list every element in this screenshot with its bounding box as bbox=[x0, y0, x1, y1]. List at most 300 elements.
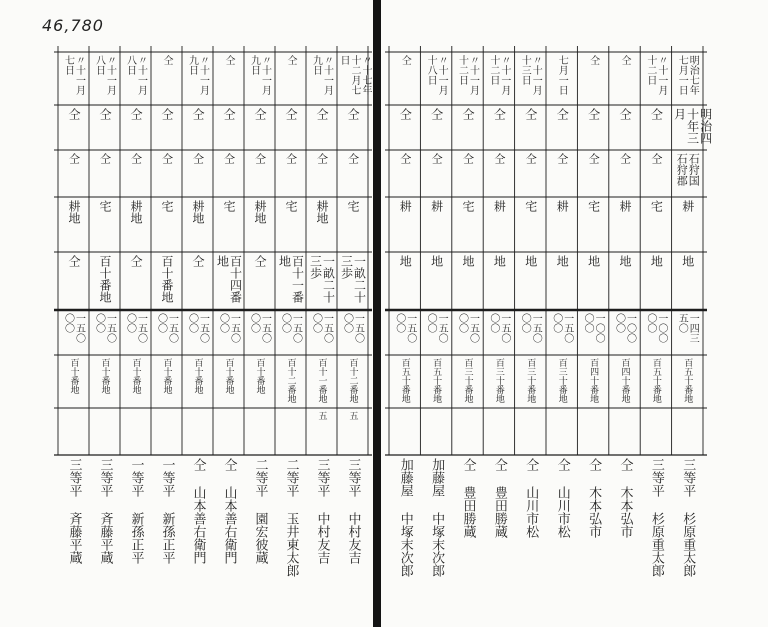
ledger-cell bbox=[421, 153, 450, 194]
ledger-cell bbox=[152, 153, 181, 194]
ledger-cell-text: 耕 bbox=[429, 200, 444, 212]
ledger-cell bbox=[276, 55, 305, 102]
ledger-cell-text: 〃十一月十二日 bbox=[644, 55, 667, 95]
ledger-cell bbox=[59, 153, 88, 194]
ledger-cell-text: 仝 豊田勝蔵 bbox=[460, 458, 476, 538]
ledger-cell-text: 二等平 園宏彼蔵 bbox=[252, 458, 268, 564]
ledger-cell-text: 明治四十年三月 bbox=[672, 108, 713, 144]
ledger-cell bbox=[214, 55, 243, 102]
ledger-cell bbox=[673, 358, 702, 405]
ledger-cell-text: 仝 bbox=[284, 108, 298, 120]
ledger-cell-text: 一五〇〇〇 bbox=[279, 313, 302, 343]
ledger-cell-text: 仝 bbox=[460, 108, 475, 120]
ledger-cell-text: 仝 bbox=[398, 153, 412, 164]
ledger-cell bbox=[307, 153, 336, 194]
ledger-cell-text: 宅 bbox=[460, 200, 475, 212]
ledger-cell-text: 百五十番地 bbox=[431, 358, 442, 403]
ledger-cell bbox=[152, 108, 181, 147]
ledger-cell bbox=[276, 200, 305, 249]
ledger-cell bbox=[421, 313, 450, 352]
ledger-cell bbox=[453, 108, 482, 147]
ledger-cell bbox=[121, 313, 150, 352]
ledger-cell bbox=[610, 153, 639, 194]
ledger-cell-text: 一五〇〇〇 bbox=[393, 313, 416, 343]
ledger-cell bbox=[307, 255, 336, 307]
ledger-cell bbox=[214, 108, 243, 147]
ledger-cell bbox=[59, 458, 88, 597]
ledger-cell bbox=[90, 255, 119, 307]
ledger-cell bbox=[672, 108, 713, 147]
ledger-cell-text: 百十番地 bbox=[223, 358, 234, 394]
ledger-cell bbox=[338, 411, 367, 452]
ledger-cell bbox=[578, 255, 607, 307]
ledger-cell bbox=[338, 153, 367, 194]
ledger-cell-text: 地 bbox=[617, 255, 632, 267]
ledger-cell bbox=[338, 255, 367, 307]
ledger-cell bbox=[516, 55, 545, 102]
ledger-cell bbox=[390, 55, 419, 102]
ledger-cell bbox=[183, 200, 212, 249]
ledger-cell bbox=[547, 255, 576, 307]
ledger-cell-text: 仝 bbox=[461, 153, 475, 164]
ledger-cell-text: 〃十一月七日 bbox=[62, 55, 85, 95]
ledger-cell bbox=[245, 458, 274, 597]
ledger-cell bbox=[121, 458, 150, 597]
ledger-cell bbox=[610, 108, 639, 147]
ledger-cell-text: 仝 bbox=[315, 153, 329, 164]
ledger-cell bbox=[59, 358, 88, 405]
ledger-cell-text: 耕地 bbox=[67, 200, 81, 224]
ledger-cell-text: 百四十番地 bbox=[588, 358, 599, 403]
ledger-cell-text: 宅 bbox=[649, 200, 664, 212]
ledger-cell bbox=[214, 200, 243, 249]
ledger-cell bbox=[547, 358, 576, 405]
ledger-cell-text: 耕 bbox=[398, 200, 413, 212]
ledger-cell-text: 三等平 杉原重太郎 bbox=[648, 458, 664, 577]
right-ledger-table bbox=[381, 0, 768, 627]
ledger-cell-text: 百十番地 bbox=[254, 358, 265, 394]
ledger-cell-text: 一五〇〇〇 bbox=[519, 313, 542, 343]
ledger-cell-text: 仝 bbox=[98, 153, 112, 164]
left-page bbox=[0, 0, 376, 627]
ledger-cell-text: 百十番地 bbox=[98, 255, 112, 303]
book-gutter bbox=[373, 0, 381, 627]
ledger-cell-text: 百十四番地 bbox=[215, 255, 243, 303]
ledger-cell-text: 加藤屋 中塚末次郎 bbox=[429, 458, 445, 577]
ledger-cell-text: 加藤屋 中塚末次郎 bbox=[397, 458, 413, 577]
ledger-cell-text: 地 bbox=[649, 255, 664, 267]
ledger-cell-text: 仝 bbox=[223, 55, 234, 65]
ledger-cell-text: 七月一日 bbox=[556, 55, 568, 95]
ledger-cell bbox=[276, 458, 305, 597]
ledger-cell bbox=[453, 55, 482, 102]
ledger-cell-text: 二等平 玉井東太郎 bbox=[283, 458, 299, 577]
ledger-cell bbox=[547, 313, 576, 352]
ledger-cell-text: 一五〇〇〇 bbox=[341, 313, 364, 343]
ledger-cell bbox=[610, 255, 639, 307]
ledger-cell-text: 仝 bbox=[222, 153, 236, 164]
ledger-cell bbox=[673, 255, 702, 307]
ledger-cell bbox=[390, 255, 419, 307]
ledger-cell-text: 宅 bbox=[160, 200, 174, 212]
ledger-cell bbox=[121, 200, 150, 249]
ledger-cell-text: 仝 山本善右衛門 bbox=[221, 458, 237, 564]
ledger-cell bbox=[421, 358, 450, 405]
ledger-cell bbox=[390, 313, 419, 352]
ledger-cell bbox=[453, 200, 482, 249]
ledger-cell bbox=[453, 153, 482, 194]
ledger-cell-text: 仝 bbox=[67, 108, 81, 120]
ledger-cell-text: 一五〇〇〇 bbox=[487, 313, 510, 343]
ledger-cell-text: 仝 bbox=[587, 55, 599, 65]
ledger-cell-text: 仝 bbox=[98, 108, 112, 120]
ledger-cell-text: 耕地 bbox=[129, 200, 143, 224]
ledger-cell-text: 地 bbox=[586, 255, 601, 267]
ledger-cell bbox=[183, 153, 212, 194]
ledger-cell bbox=[121, 153, 150, 194]
ledger-cell bbox=[90, 358, 119, 405]
ledger-cell bbox=[152, 200, 181, 249]
ledger-cell bbox=[673, 200, 702, 249]
ledger-cell bbox=[338, 358, 367, 405]
ledger-cell-text: 五 bbox=[316, 411, 327, 420]
ledger-cell-text: 耕地 bbox=[253, 200, 267, 224]
ledger-cell-text: 仝 bbox=[346, 153, 360, 164]
ledger-cell-text: 百十二番地 bbox=[285, 358, 296, 403]
ledger-cell-text: 仝 bbox=[618, 55, 630, 65]
ledger-cell-text: 仝 bbox=[315, 108, 329, 120]
ledger-cell-text: 仝 bbox=[129, 255, 143, 267]
ledger-cell-text: 百十一番地 bbox=[277, 255, 305, 303]
ledger-cell-text: 三等平 斉藤平蔵 bbox=[66, 458, 82, 564]
ledger-cell bbox=[59, 255, 88, 307]
ledger-cell-text: 百五十番地 bbox=[399, 358, 410, 403]
ledger-cell bbox=[390, 108, 419, 147]
ledger-cell bbox=[673, 458, 702, 597]
ledger-cell bbox=[276, 313, 305, 352]
ledger-cell-text: 一五〇〇〇 bbox=[248, 313, 271, 343]
ledger-cell bbox=[152, 358, 181, 405]
ledger-cell-text: 仝 bbox=[160, 153, 174, 164]
ledger-cell bbox=[641, 153, 670, 194]
ledger-cell bbox=[516, 313, 545, 352]
ledger-cell-text: 〃十一月八日 bbox=[93, 55, 116, 95]
ledger-cell bbox=[578, 313, 607, 352]
ledger-cell bbox=[152, 55, 181, 102]
ledger-cell-text: 一五〇〇〇 bbox=[93, 313, 116, 343]
ledger-cell-text: 百十番地 bbox=[161, 358, 172, 394]
ledger-cell-text: 一五〇〇〇 bbox=[456, 313, 479, 343]
ledger-cell bbox=[578, 200, 607, 249]
ledger-cell-text: 一五〇〇〇 bbox=[155, 313, 178, 343]
ledger-cell bbox=[610, 200, 639, 249]
ledger-cell bbox=[307, 411, 336, 452]
ledger-cell bbox=[307, 458, 336, 597]
ledger-cell-text: 仝 豊田勝蔵 bbox=[491, 458, 507, 538]
ledger-cell-text: 一〇〇〇〇 bbox=[644, 313, 667, 343]
ledger-cell bbox=[453, 255, 482, 307]
ledger-cell-text: 一五〇〇〇 bbox=[550, 313, 573, 343]
ledger-cell-text: 宅 bbox=[222, 200, 236, 212]
right-page bbox=[381, 0, 768, 627]
ledger-cell-text: 〃十一月十二日 bbox=[456, 55, 479, 95]
ledger-cell-text: 五 bbox=[347, 411, 358, 420]
ledger-cell-text: 仝 bbox=[523, 108, 538, 120]
ledger-cell-text: 仝 bbox=[618, 153, 632, 164]
ledger-cell-text: 仝 bbox=[649, 153, 663, 164]
ledger-cell-text: 百四十番地 bbox=[619, 358, 630, 403]
ledger-cell bbox=[453, 358, 482, 405]
ledger-cell bbox=[245, 108, 274, 147]
ledger-cell-text: 耕 bbox=[617, 200, 632, 212]
ledger-cell-text: 宅 bbox=[586, 200, 601, 212]
folio-number: 46,780 bbox=[42, 16, 104, 35]
ledger-cell bbox=[516, 458, 545, 597]
ledger-cell bbox=[421, 458, 450, 597]
ledger-cell bbox=[307, 200, 336, 249]
ledger-cell-text: 仝 bbox=[617, 108, 632, 120]
ledger-cell bbox=[307, 108, 336, 147]
ledger-cell bbox=[245, 358, 274, 405]
ledger-cell bbox=[152, 458, 181, 597]
ledger-cell-text: 耕地 bbox=[191, 200, 205, 224]
ledger-cell bbox=[547, 200, 576, 249]
ledger-cell-text: 宅 bbox=[98, 200, 112, 212]
ledger-cell bbox=[245, 313, 274, 352]
ledger-cell-text: 一五〇〇〇 bbox=[217, 313, 240, 343]
ledger-cell-text: 仝 bbox=[253, 153, 267, 164]
ledger-cell bbox=[59, 200, 88, 249]
ledger-cell-text: 耕 bbox=[680, 200, 695, 212]
ledger-cell-text: 〃十七年十二月七日 bbox=[338, 55, 371, 95]
ledger-cell bbox=[390, 458, 419, 597]
ledger-cell bbox=[121, 255, 150, 307]
ledger-cell bbox=[578, 153, 607, 194]
ledger-cell bbox=[307, 313, 336, 352]
ledger-cell-text: 仝 木本弘市 bbox=[586, 458, 602, 538]
ledger-cell-text: 百十二番地 bbox=[347, 358, 358, 403]
ledger-cell-text: 仝 bbox=[492, 108, 507, 120]
ledger-cell bbox=[214, 153, 243, 194]
ledger-cell-text: 仝 bbox=[587, 153, 601, 164]
ledger-cell bbox=[610, 458, 639, 597]
ledger-cell bbox=[484, 313, 513, 352]
ledger-cell-text: 一等平 新孫正平 bbox=[159, 458, 175, 564]
ledger-cell-text: 石狩国石狩郡 bbox=[675, 153, 701, 186]
ledger-cell-text: 地 bbox=[398, 255, 413, 267]
ledger-cell-text: 仝 bbox=[160, 108, 174, 120]
ledger-cell-text: 仝 bbox=[67, 153, 81, 164]
ledger-cell bbox=[421, 55, 450, 102]
ledger-cell bbox=[214, 313, 243, 352]
ledger-cell-text: 〃十一月八日 bbox=[124, 55, 147, 95]
ledger-cell bbox=[421, 255, 450, 307]
ledger-cell-text: 〃十一月十二日 bbox=[487, 55, 510, 95]
ledger-cell bbox=[641, 255, 670, 307]
ledger-cell-text: 仝 bbox=[253, 108, 267, 120]
ledger-cell bbox=[421, 108, 450, 147]
ledger-cell bbox=[183, 358, 212, 405]
ledger-cell-text: 地 bbox=[523, 255, 538, 267]
ledger-cell bbox=[547, 108, 576, 147]
ledger-cell-text: 仝 bbox=[191, 153, 205, 164]
ledger-cell-text: 百十番地 bbox=[130, 358, 141, 394]
ledger-cell-text: 〃十一月十八日 bbox=[425, 55, 448, 95]
ledger-cell-text: 地 bbox=[460, 255, 475, 267]
ledger-cell bbox=[183, 55, 212, 102]
ledger-cell-text: 耕 bbox=[555, 200, 570, 212]
ledger-cell bbox=[183, 313, 212, 352]
ledger-cell bbox=[121, 358, 150, 405]
ledger-cell bbox=[276, 153, 305, 194]
ledger-cell-text: 百十番地 bbox=[160, 255, 174, 303]
ledger-cell bbox=[90, 153, 119, 194]
ledger-cell-text: 仝 bbox=[191, 255, 205, 267]
ledger-cell bbox=[59, 55, 88, 102]
ledger-cell bbox=[121, 55, 150, 102]
ledger-cell-text: 三等平 中村友吉 bbox=[314, 458, 330, 564]
ledger-cell-text: 一五〇〇〇 bbox=[186, 313, 209, 343]
ledger-cell bbox=[390, 200, 419, 249]
ledger-cell bbox=[276, 108, 305, 147]
ledger-cell-text: 宅 bbox=[346, 200, 360, 212]
ledger-cell bbox=[453, 313, 482, 352]
ledger-cell bbox=[245, 255, 274, 307]
ledger-cell-text: 仝 bbox=[398, 108, 413, 120]
ledger-cell bbox=[673, 153, 702, 194]
ledger-cell bbox=[641, 313, 670, 352]
ledger-cell bbox=[641, 358, 670, 405]
ledger-cell bbox=[90, 458, 119, 597]
ledger-cell-text: 一五〇〇〇 bbox=[310, 313, 333, 343]
ledger-cell bbox=[547, 153, 576, 194]
ledger-cell bbox=[484, 458, 513, 597]
ledger-cell bbox=[90, 55, 119, 102]
ledger-cell bbox=[338, 108, 367, 147]
ledger-cell-text: 百三十番地 bbox=[462, 358, 473, 403]
ledger-cell bbox=[610, 358, 639, 405]
ledger-cell-text: 宅 bbox=[284, 200, 298, 212]
ledger-cell-text: 仝 bbox=[129, 108, 143, 120]
ledger-cell-text: 百三十番地 bbox=[493, 358, 504, 403]
ledger-cell-text: 仝 山川市松 bbox=[554, 458, 570, 538]
ledger-cell-text: 仝 bbox=[649, 108, 664, 120]
ledger-cell-text: 百三十番地 bbox=[525, 358, 536, 403]
ledger-cell-text: 百十番地 bbox=[99, 358, 110, 394]
ledger-cell bbox=[547, 55, 576, 102]
ledger-cell-text: 一四三五〇 bbox=[676, 313, 699, 343]
ledger-cell bbox=[245, 153, 274, 194]
ledger-cell-text: 仝 bbox=[67, 255, 81, 267]
ledger-cell bbox=[276, 255, 305, 307]
ledger-cell-text: 百五十番地 bbox=[682, 358, 693, 403]
ledger-cell-text: 〃十一月九日 bbox=[248, 55, 271, 95]
ledger-cell bbox=[245, 200, 274, 249]
ledger-cell-text: 仝 bbox=[492, 153, 506, 164]
ledger-cell-text: 〃十一月九日 bbox=[310, 55, 333, 95]
ledger-cell bbox=[641, 200, 670, 249]
ledger-cell bbox=[547, 458, 576, 597]
ledger-cell-text: 耕地 bbox=[315, 200, 329, 224]
ledger-cell-text: 三等平 中村友吉 bbox=[345, 458, 361, 564]
ledger-cell bbox=[484, 358, 513, 405]
ledger-cell bbox=[90, 108, 119, 147]
ledger-cell bbox=[673, 55, 702, 102]
ledger-cell-text: 百十番地 bbox=[68, 358, 79, 394]
ledger-cell-text: 一五〇〇〇 bbox=[124, 313, 147, 343]
ledger-cell-text: 仝 bbox=[253, 255, 267, 267]
ledger-cell bbox=[183, 108, 212, 147]
ledger-cell bbox=[214, 358, 243, 405]
ledger-cell bbox=[578, 108, 607, 147]
ledger-cell bbox=[641, 55, 670, 102]
ledger-cell bbox=[338, 55, 371, 102]
ledger-cell bbox=[484, 255, 513, 307]
ledger-cell-text: 地 bbox=[680, 255, 695, 267]
ledger-cell-text: 百十番地 bbox=[192, 358, 203, 394]
ledger-cell bbox=[338, 458, 367, 597]
ledger-cell bbox=[276, 358, 305, 405]
ledger-cell-text: 一〇〇〇〇 bbox=[613, 313, 636, 343]
ledger-cell bbox=[390, 153, 419, 194]
ledger-cell bbox=[421, 200, 450, 249]
ledger-cell-text: 仝 bbox=[129, 153, 143, 164]
ledger-cell-text: 一〇〇〇〇 bbox=[582, 313, 605, 343]
ledger-cell bbox=[183, 255, 212, 307]
ledger-cell-text: 仝 bbox=[586, 108, 601, 120]
ledger-cell bbox=[516, 200, 545, 249]
ledger-cell-text: 一畝二十三歩 bbox=[339, 255, 367, 303]
ledger-cell bbox=[578, 358, 607, 405]
ledger-cell-text: 仝 bbox=[430, 153, 444, 164]
ledger-cell-text: 仝 bbox=[429, 108, 444, 120]
ledger-cell-text: 仝 bbox=[161, 55, 172, 65]
ledger-cell bbox=[390, 358, 419, 405]
ledger-cell-text: 仝 bbox=[555, 153, 569, 164]
ledger-cell-text: 仝 bbox=[191, 108, 205, 120]
ledger-cell bbox=[610, 313, 639, 352]
ledger-cell bbox=[516, 255, 545, 307]
ledger-cell-text: 一五〇〇〇 bbox=[62, 313, 85, 343]
ledger-cell-text: 仝 bbox=[524, 153, 538, 164]
ledger-cell-text: 耕 bbox=[492, 200, 507, 212]
ledger-cell-text: 仝 bbox=[285, 55, 296, 65]
ledger-cell bbox=[307, 358, 336, 405]
ledger-cell-text: 仝 bbox=[399, 55, 411, 65]
ledger-cell bbox=[516, 108, 545, 147]
ledger-cell bbox=[610, 55, 639, 102]
ledger-cell bbox=[516, 358, 545, 405]
ledger-cell-text: 〃十一月九日 bbox=[186, 55, 209, 95]
ledger-cell bbox=[59, 313, 88, 352]
ledger-cell bbox=[641, 458, 670, 597]
ledger-cell-text: 明治七年七月一日 bbox=[676, 55, 699, 95]
ledger-cell-text: 仝 bbox=[222, 108, 236, 120]
ledger-cell bbox=[90, 313, 119, 352]
ledger-cell bbox=[121, 108, 150, 147]
ledger-cell-text: 三等平 杉原重太郎 bbox=[680, 458, 696, 577]
ledger-cell bbox=[214, 255, 243, 307]
ledger-cell-text: 地 bbox=[492, 255, 507, 267]
ledger-cell-text: 宅 bbox=[523, 200, 538, 212]
ledger-cell bbox=[152, 255, 181, 307]
ledger-cell-text: 百十一番地 bbox=[316, 358, 327, 403]
ledger-cell bbox=[338, 200, 367, 249]
ledger-cell bbox=[183, 458, 212, 597]
ledger-cell bbox=[338, 313, 367, 352]
ledger-cell-text: 百五十番地 bbox=[650, 358, 661, 403]
ledger-cell bbox=[484, 55, 513, 102]
